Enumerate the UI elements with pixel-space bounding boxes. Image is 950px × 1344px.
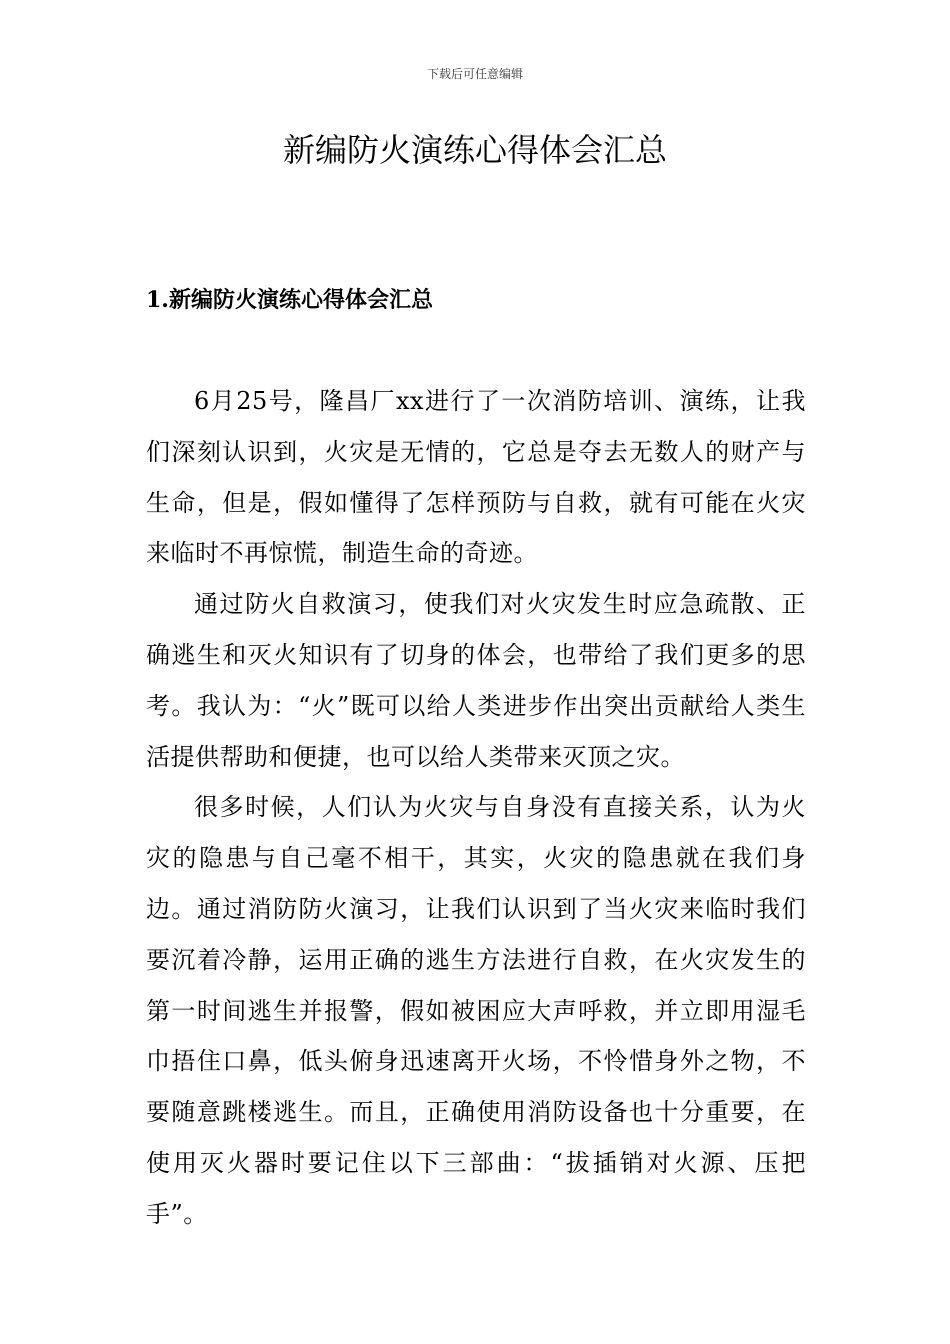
section-heading: 1.新编防火演练心得体会汇总 [146,287,433,313]
paragraph: 很多时候，人们认为火灾与自身没有直接关系，认为火灾的隐患与自己毫不相干，其实，火灾的隐患就在我们身边。通过消防防火演习，让我们认识到了当火灾来临时我们要沉着冷静，运用正确的逃生方法进行自救，在火灾发生的第一时间逃生并报警，假如被困应大声呼救，并立即用湿毛巾捂住口鼻，低头俯身迅速离开火场，不怜惜身外之物，不要随意跳楼逃生。而且，正确使用消防设备也十分重要，在使用灭火器时要记住以下三部曲：“拔插销对火源、压把手”。 [146,793,806,1228]
paragraph: 通过防火自救演习，使我们对火灾发生时应急疏散、正确逃生和灭火知识有了切身的体会，也带给了我们更多的思考。我认为：“火”既可以给人类进步作出突出贡献给人类生活提供帮助和便捷，也可以给人类带来灭顶之灾。 [146,590,806,771]
document-title: 新编防火演练心得体会汇总 [282,131,667,169]
paragraph: 6月25号，隆昌厂xx进行了一次消防培训、演练，让我们深刻认识到，火灾是无情的，它总是夺去无数人的财产与生命，但是，假如懂得了怎样预防与自救，就有可能在火灾来临时不再惊慌，制造生命的奇迹。 [146,387,806,568]
header-note: 下载后可任意编辑 [426,67,523,81]
body-text [146,376,806,1240]
